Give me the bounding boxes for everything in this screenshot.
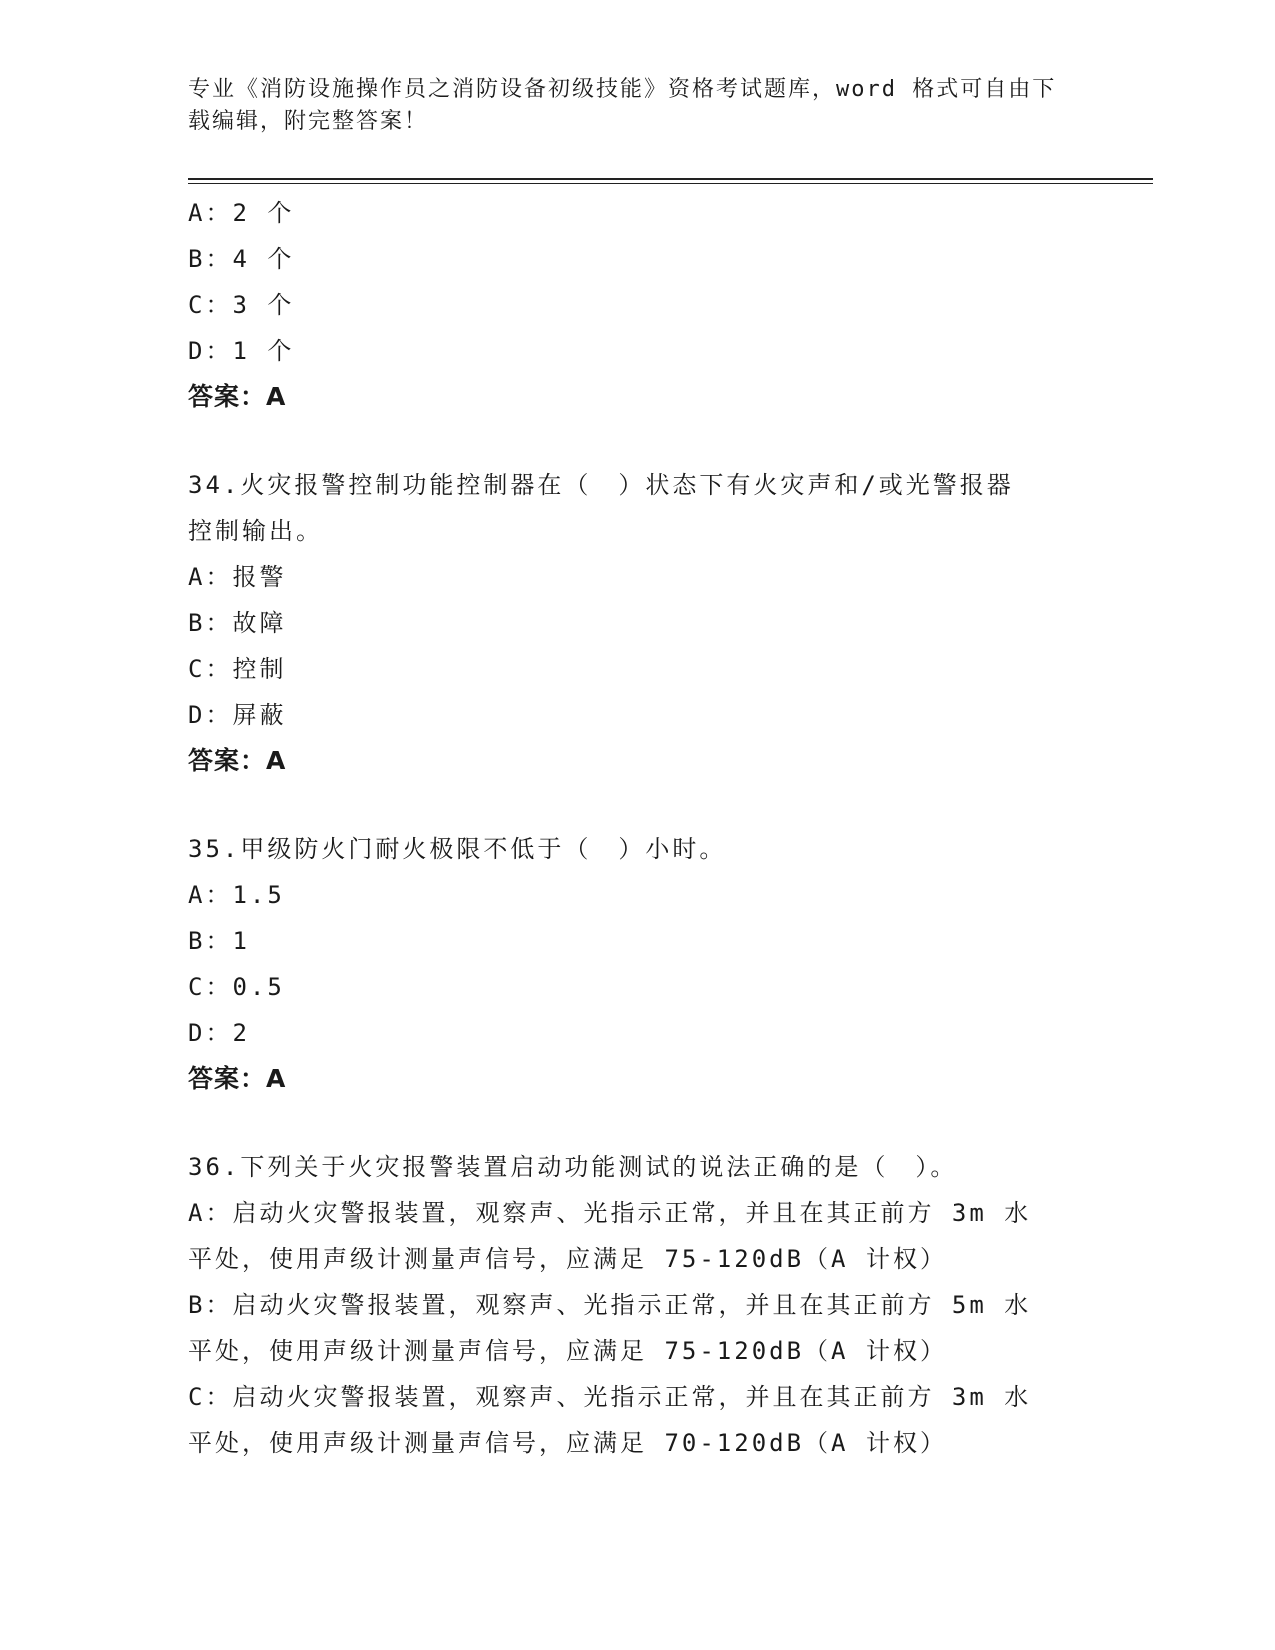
question-stem-continued: 控制输出。 [188,517,323,545]
header-line-1: 专业《消防设施操作员之消防设备初级技能》资格考试题库，word 格式可自由下 [188,77,1057,102]
answer-line: 答案：A [188,746,287,775]
question-33 [188,190,1088,420]
header-divider-thin [188,183,1153,184]
option-b-continued: 平处，使用声级计测量声信号，应满足 75-120dB（A 计权） [188,1337,947,1365]
option-d: D：屏蔽 [188,701,287,729]
option-b: B：4 个 [188,245,295,273]
question-list [188,190,1088,1466]
answer-line: 答案：A [188,382,287,411]
option-d: D：1 个 [188,337,295,365]
question-stem: 36.下列关于火灾报警装置启动功能测试的说法正确的是（ ）。 [188,1153,958,1181]
option-c: C：启动火灾警报装置，观察声、光指示正常，并且在其正前方 3m 水 [188,1383,1032,1411]
question-36 [188,1144,1088,1466]
question-34 [188,462,1088,784]
question-stem: 35.甲级防火门耐火极限不低于（ ）小时。 [188,835,727,863]
question-stem: 34.火灾报警控制功能控制器在（ ）状态下有火灾声和/或光警报器 [188,471,1014,499]
option-c-continued: 平处，使用声级计测量声信号，应满足 70-120dB（A 计权） [188,1429,947,1457]
option-b: B：故障 [188,609,287,637]
option-b: B：启动火灾警报装置，观察声、光指示正常，并且在其正前方 5m 水 [188,1291,1032,1319]
option-a: A：1.5 [188,881,285,909]
option-a: A：报警 [188,563,287,591]
answer-line: 答案：A [188,1064,287,1093]
option-a: A：启动火灾警报装置，观察声、光指示正常，并且在其正前方 3m 水 [188,1199,1032,1227]
option-c: C：控制 [188,655,287,683]
option-a: A：2 个 [188,199,295,227]
option-c: C：0.5 [188,973,285,1001]
option-b: B：1 [188,927,250,955]
question-gap [188,784,1088,826]
question-gap [188,420,1088,462]
header-line-2: 载编辑，附完整答案！ [188,109,429,134]
option-a-continued: 平处，使用声级计测量声信号，应满足 75-120dB（A 计权） [188,1245,947,1273]
header-divider [188,178,1153,180]
document-header [188,74,1088,138]
option-d: D：2 [188,1019,250,1047]
option-c: C：3 个 [188,291,295,319]
question-gap [188,1102,1088,1144]
question-35 [188,826,1088,1102]
